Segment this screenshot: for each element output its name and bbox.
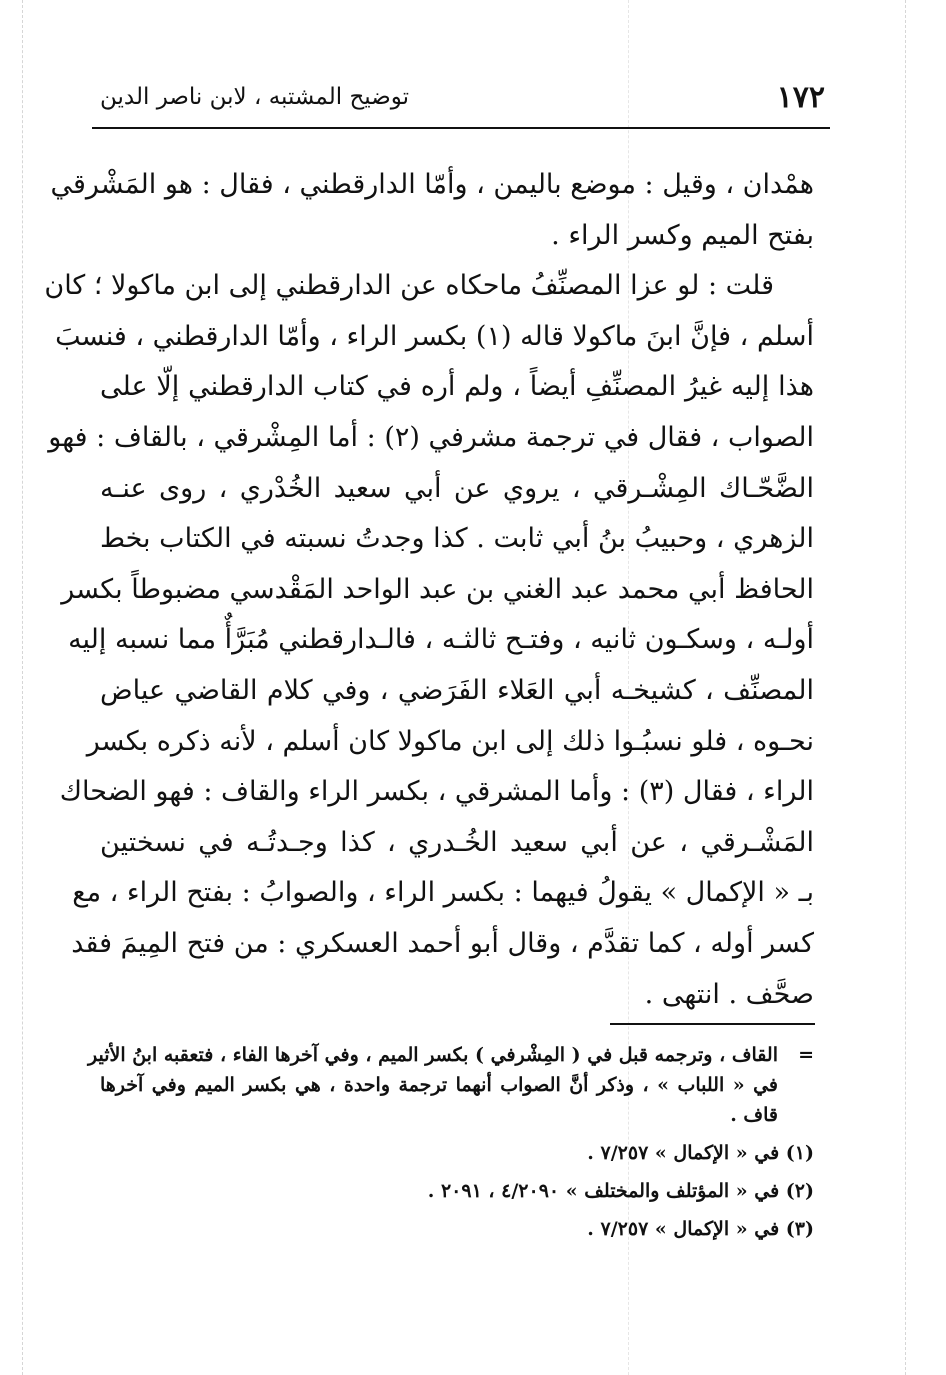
text-line: أسلم ، فإنَّ ابنَ ماكولا قاله (١) بكسر الراء ، وأمّا الدارقطني ، فنسبَ [55, 320, 814, 352]
footnote-line: في « اللباب » ، وذكر أنَّ الصواب أنهما ترجمة واحدة ، هي بكسر الميم وفي آخرها [100, 1074, 778, 1096]
text-line: صحَّف . انتهى . [644, 978, 814, 1010]
main-text [44, 160, 814, 1020]
text-line: بفتح الميم وكسر الراء . [551, 219, 814, 251]
text-line: أولـه ، وسكـون ثانيه ، وفتـح ثالثـه ، فالـدارقطني مُبَرَّأٌ مما نسبه إليه [68, 624, 814, 656]
footnote-line: قاف . [730, 1104, 778, 1126]
text-line: بـ « الإكمال » يقولُ فيهما : بكسر الراء ، والصوابُ : بفتح الراء ، مع [72, 877, 814, 909]
text-line: كسر أوله ، كما تقدَّم ، وقال أبو أحمد العسكري : من فتح المِيمَ فقد [71, 927, 814, 959]
text-line: المَشْـرقي ، عن أبي سعيد الخُـدري ، كذا وجـدتُـه في نسختين [100, 826, 814, 858]
footnote-2: (٢) في « المؤتلف والمختلف » ٤/٢٠٩٠ ، ٢٠٩١ . [427, 1180, 814, 1202]
text-line: همْدان ، وقيل : موضع باليمن ، وأمّا الدارقطني ، فقال : هو المَشْرقي [50, 169, 814, 200]
text-line: هذا إليه غيرُ المصنِّفِ أيضاً ، ولم أره في كتاب الدارقطني إلّا على [100, 371, 814, 403]
text-line: الراء ، فقال (٣) : وأما المشرقي ، بكسر الراء والقاف : فهو الضحاك [59, 776, 814, 808]
text-line: المصنِّف ، كشيخـه أبي العَلاء الفَرَضي ، وفي كلام القاضي عياض [100, 674, 814, 706]
scan-artifact-left [22, 0, 23, 1375]
page-header [100, 76, 825, 128]
header-divider [92, 127, 830, 129]
paragraph-2 [44, 261, 814, 1020]
footnote-3: (٣) في « الإكمال » ٧/٢٥٧ . [587, 1218, 814, 1240]
page-number: ١٧٢ [776, 80, 825, 115]
text-line: الحافظ أبي محمد عبد الغني بن عبد الواحد المَقْدسي مضبوطاً بكسر [61, 573, 814, 605]
text-line: الضَّحّـاك المِشْـرقي ، يروي عن أبي سعيد الخُدْري ، روى عنـه [100, 472, 814, 504]
paragraph-1 [50, 160, 814, 261]
text-line: نحـوه ، فلو نسبُـوا ذلك إلى ابن ماكولا كان أسلم ، لأنه ذكره بكسر [86, 725, 814, 757]
scan-artifact-right [905, 0, 906, 1375]
footnote-divider [610, 1023, 815, 1025]
running-title: توضيح المشتبه ، لابن ناصر الدين [100, 84, 410, 110]
text-line: الزهري ، وحبيبُ بنُ أبي ثابت . كذا وجدتُ نسبته في الكتاب بخط [100, 523, 814, 555]
continuation-marker: = [798, 1044, 814, 1066]
text-line: الصواب ، فقال في ترجمة مشرفي (٢) : أما المِشْرقي ، بالقاف : فهو [48, 421, 814, 453]
footnotes [87, 1040, 814, 1244]
footnote-continuation [87, 1040, 814, 1130]
footnote-1: (١) في « الإكمال » ٧/٢٥٧ . [587, 1142, 814, 1164]
text-line: قلت : لو عزا المصنِّفُ ماحكاه عن الدارقطني إلى ابن ماكولا ؛ كان [44, 270, 774, 302]
footnote-line: القاف ، وترجمه قبل في ( المِشْرفي ) بكسر الميم ، وفي آخرها الفاء ، فتعقبه ابنُ الأثير [87, 1044, 778, 1066]
